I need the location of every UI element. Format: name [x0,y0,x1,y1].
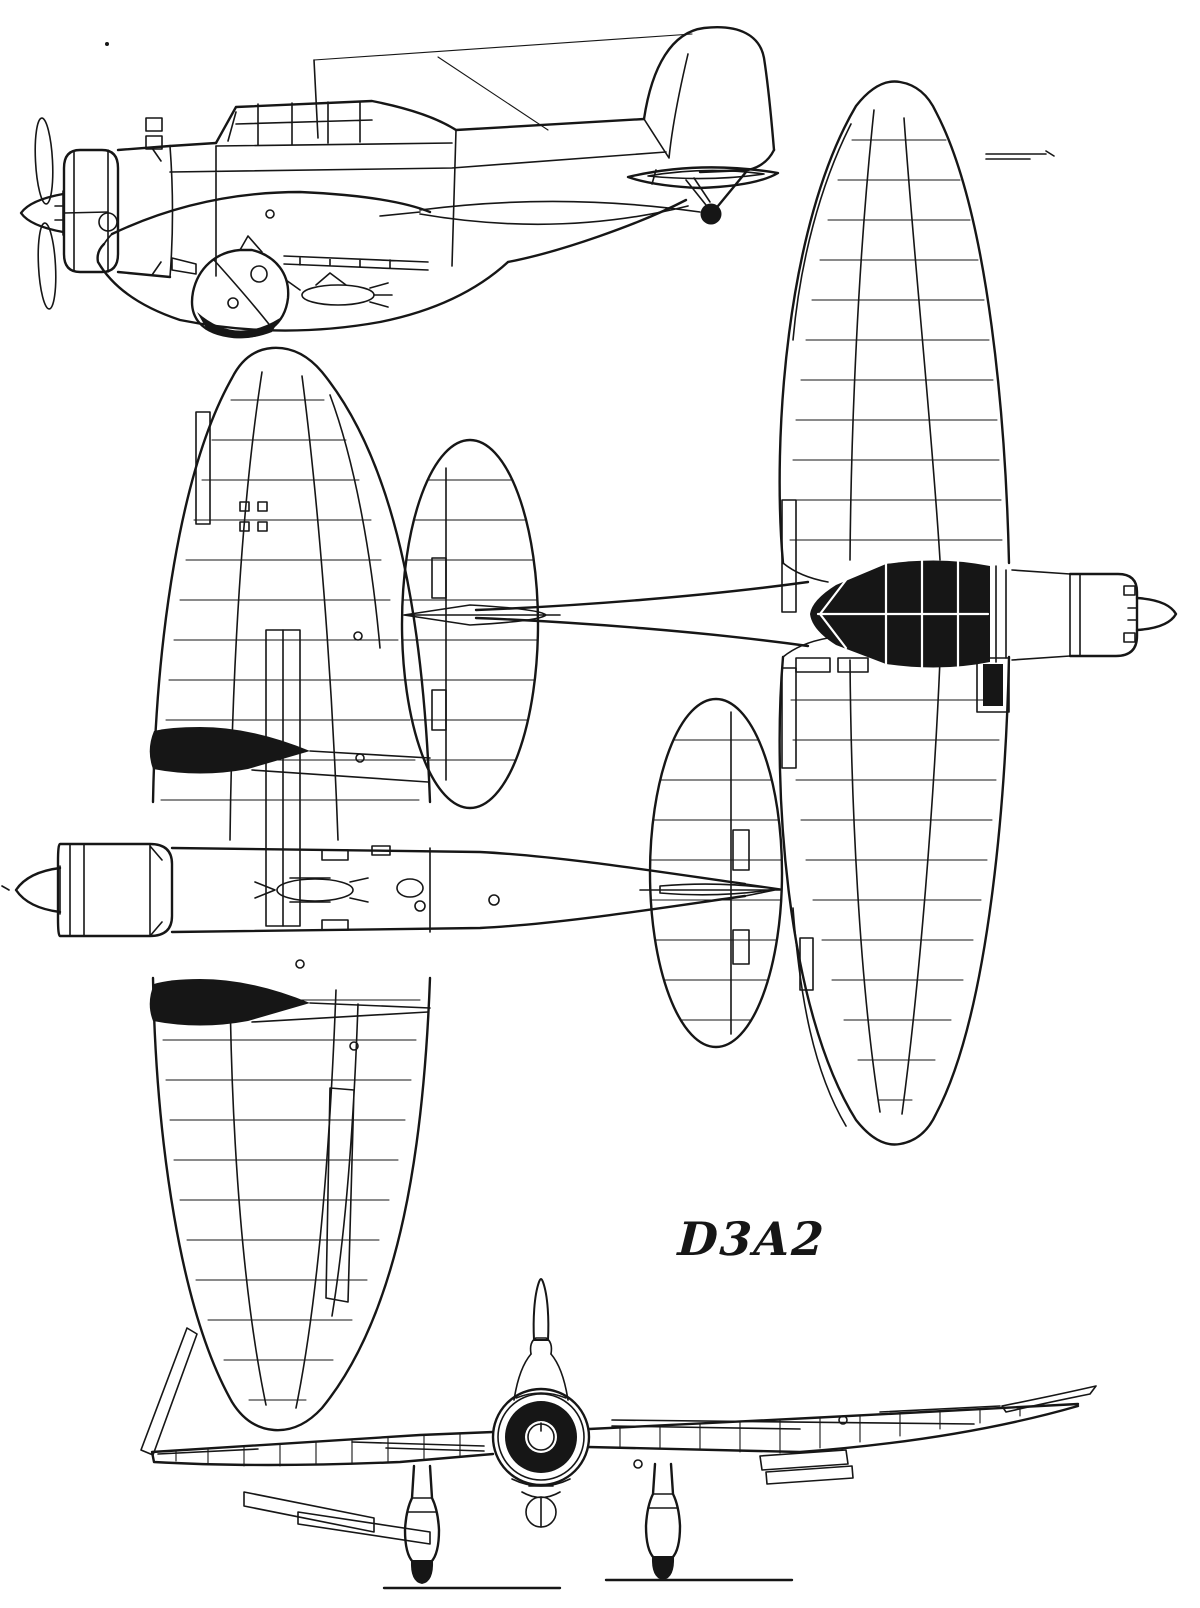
wheel [652,1556,674,1580]
ground-line [384,1580,792,1588]
landing-gear-spat [192,236,288,338]
aircraft-label: D3A2 [676,1212,828,1266]
fuselage-underside [172,846,780,932]
vertical-fin [644,27,774,172]
tailwheel [686,178,722,225]
port-wing-underside [153,960,430,1430]
bomb-underside [255,878,368,902]
wing-profile [98,192,508,331]
scan-speck [2,886,9,890]
right-wing-front [588,1386,1096,1484]
wheel [411,1560,433,1584]
dive-brake [760,1450,853,1484]
centerline-bomb [286,273,392,307]
front-view [141,1279,1096,1588]
carb-intake [146,118,162,131]
dive-brake-bar [284,256,428,270]
oil-cooler [397,879,423,897]
centerline-bomb-front [522,1486,560,1527]
antenna-mast [314,34,692,138]
landing-gear-right [646,1464,680,1580]
engine-cowling-front [493,1389,589,1486]
propeller [33,118,57,310]
scan-speck [105,42,109,46]
bottom-plan-view [2,348,782,1430]
side-view [21,27,778,338]
engine-cowling [64,118,173,277]
canopy [810,558,990,668]
port-wing [780,82,1054,613]
tailplane [628,167,778,188]
nose-underside [16,844,172,936]
gear-spat-underside [150,727,430,1026]
wing-ribs [161,1000,420,1400]
top-plan-view [402,82,1176,1145]
dive-brake [244,1492,430,1544]
wing-ribs [791,700,1001,1100]
fuselage-profile [64,101,666,276]
tailplane-top-view [402,440,538,808]
starboard-wing [780,657,1009,1145]
tailplane-front [352,1442,484,1451]
propeller-front [514,1279,568,1400]
nose [996,566,1176,662]
starboard-wing-underside [153,348,430,926]
landing-gear-left [405,1466,439,1584]
pitot-tube [986,151,1054,159]
wing-ribs [790,140,1002,540]
wing-ribs [620,1407,1020,1453]
